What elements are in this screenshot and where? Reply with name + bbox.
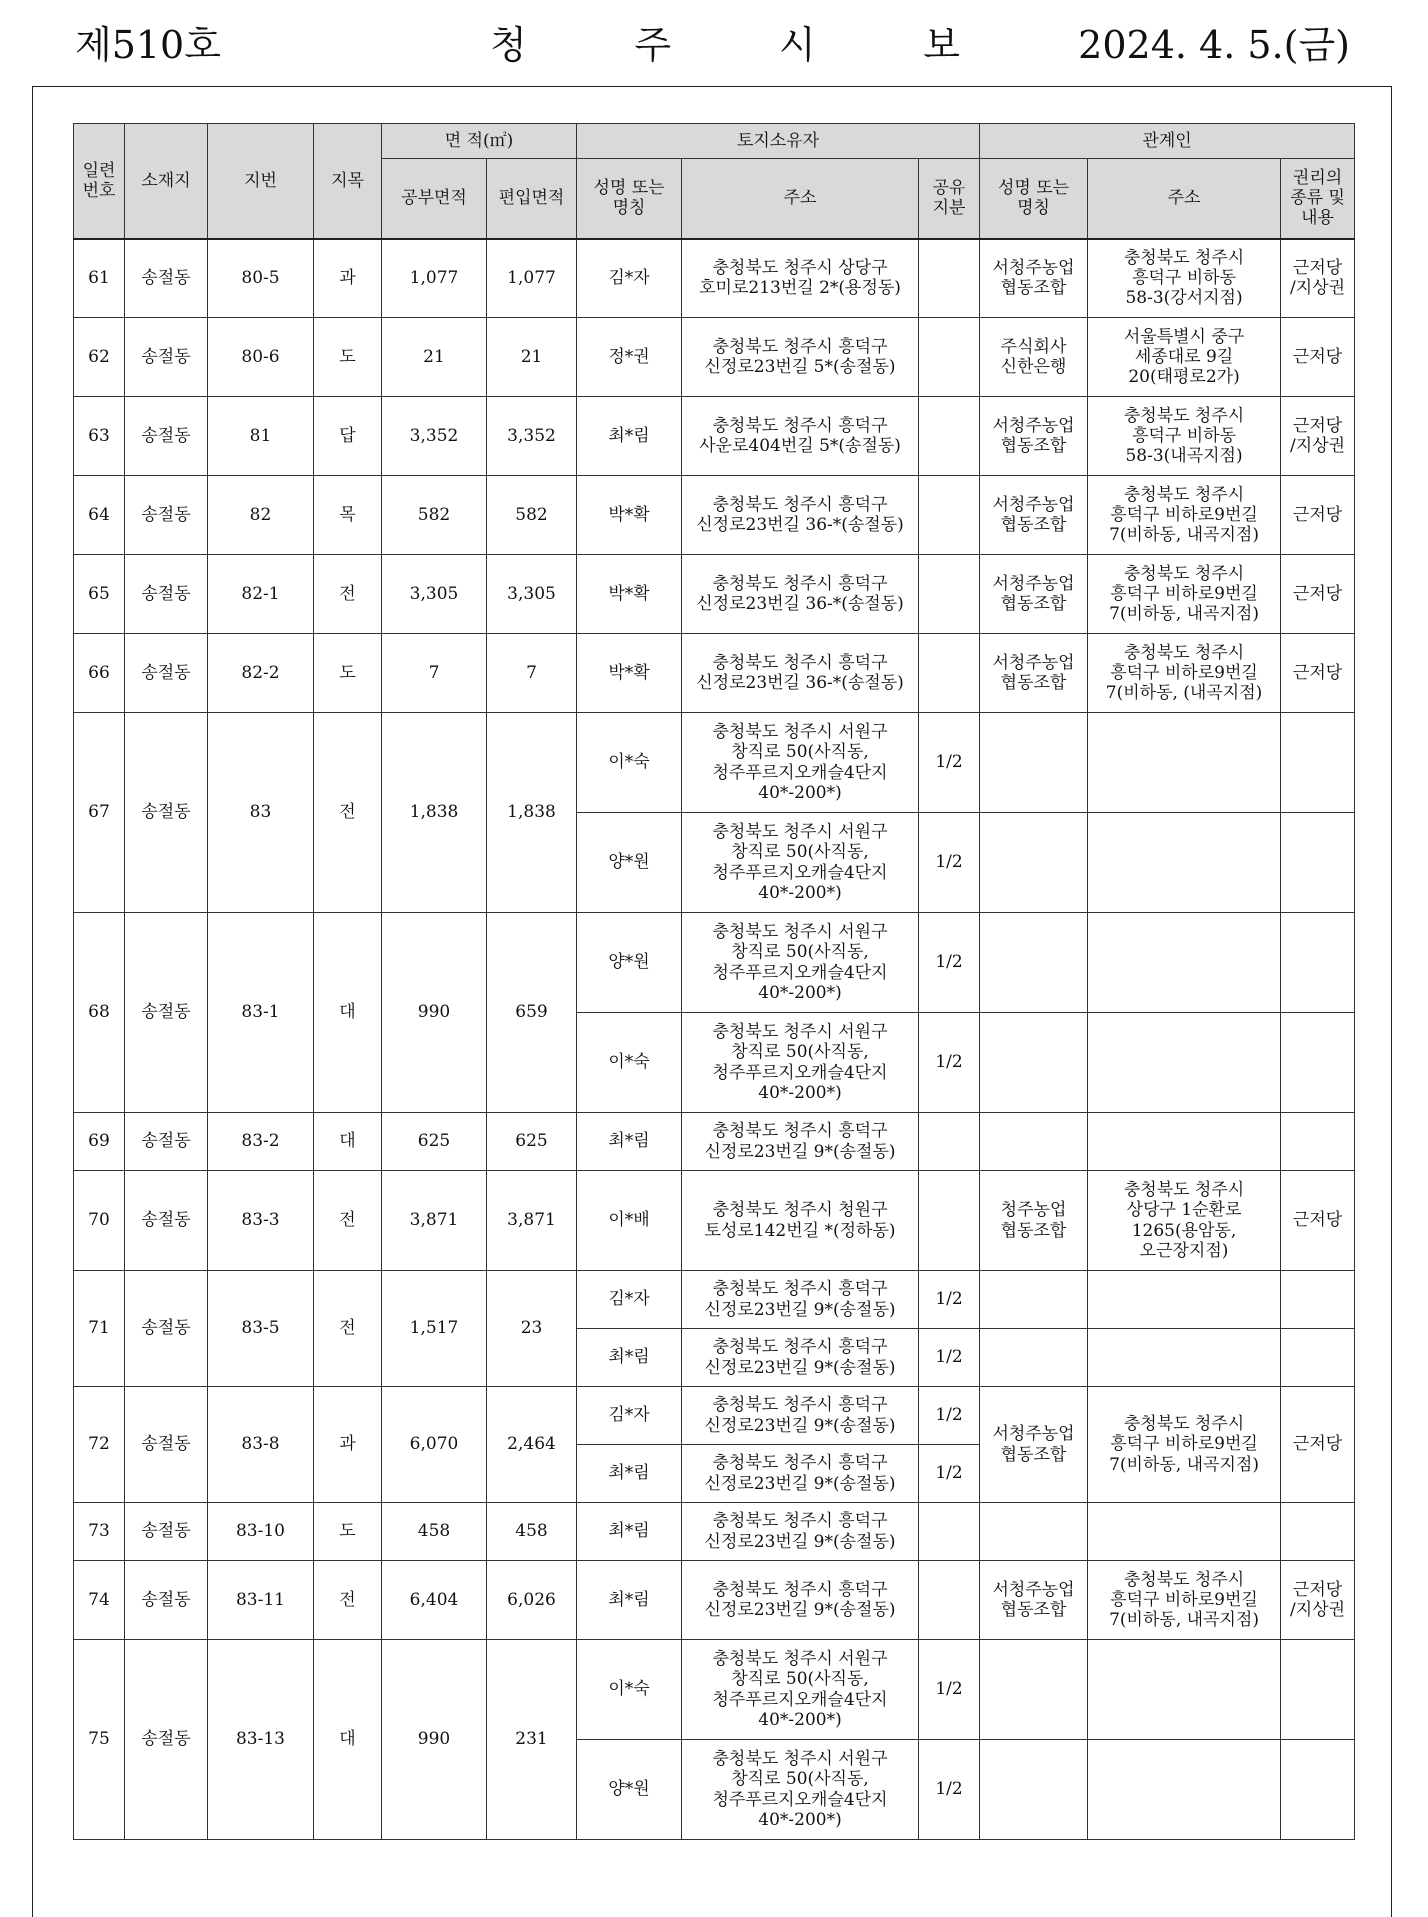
- serial-cell: 71: [74, 1271, 125, 1387]
- land-type-cell: 목: [314, 476, 382, 555]
- owner-share-cell: 1/2: [919, 1387, 980, 1445]
- related-rights-cell: [1281, 713, 1355, 813]
- header-related-party-group: 관계인: [980, 124, 1355, 159]
- related-address-cell: 충청북도 청주시 흥덕구 비하로9번길 7(비하동, 내곡지점): [1088, 1561, 1281, 1640]
- lot-cell: 82: [208, 476, 314, 555]
- related-name-cell: 서청주농업 협동조합: [980, 476, 1088, 555]
- lot-cell: 83-3: [208, 1171, 314, 1271]
- table-row: [74, 1503, 1355, 1561]
- owner-name-cell: 이*숙: [577, 1640, 682, 1740]
- serial-cell: 68: [74, 913, 125, 1113]
- related-name-cell: 서청주농업 협동조합: [980, 239, 1088, 318]
- table-row: [74, 913, 1355, 1013]
- owner-share-cell: 1/2: [919, 713, 980, 813]
- owner-share-cell: 1/2: [919, 913, 980, 1013]
- area-official-cell: 1,077: [382, 239, 487, 318]
- table-row: [74, 476, 1355, 555]
- related-rights-cell: 근저당: [1281, 476, 1355, 555]
- owner-share-cell: [919, 634, 980, 713]
- lot-cell: 83-10: [208, 1503, 314, 1561]
- serial-cell: 65: [74, 555, 125, 634]
- owner-address-cell: 충청북도 청주시 흥덕구 신정로23번길 9*(송절동): [682, 1445, 919, 1503]
- related-address-cell: 충청북도 청주시 흥덕구 비하로9번길 7(비하동, 내곡지점): [1088, 476, 1281, 555]
- owner-share-cell: [919, 397, 980, 476]
- owner-name-cell: 이*배: [577, 1171, 682, 1271]
- area-incorporated-cell: 3,352: [487, 397, 577, 476]
- area-incorporated-cell: 23: [487, 1271, 577, 1387]
- lot-cell: 83: [208, 713, 314, 913]
- area-official-cell: 458: [382, 1503, 487, 1561]
- land-type-cell: 대: [314, 913, 382, 1113]
- owner-address-cell: 충청북도 청주시 흥덕구 신정로23번길 9*(송절동): [682, 1387, 919, 1445]
- owner-address-cell: 충청북도 청주시 흥덕구 신정로23번길 9*(송절동): [682, 1271, 919, 1329]
- owner-name-cell: 양*원: [577, 913, 682, 1013]
- related-address-cell: 충청북도 청주시 흥덕구 비하로9번길 7(비하동, 내곡지점): [1088, 1387, 1281, 1503]
- table-row: [74, 1271, 1355, 1329]
- related-rights-cell: 근저당: [1281, 318, 1355, 397]
- issue-date: 2024. 4. 5.(금): [1078, 23, 1350, 67]
- table-header: [74, 124, 1355, 239]
- header-area-incorporated: 편입면적: [487, 159, 577, 239]
- area-official-cell: 990: [382, 1640, 487, 1840]
- area-incorporated-cell: 7: [487, 634, 577, 713]
- owner-name-cell: 박*확: [577, 634, 682, 713]
- owner-share-cell: [919, 1113, 980, 1171]
- area-incorporated-cell: 6,026: [487, 1561, 577, 1640]
- serial-cell: 72: [74, 1387, 125, 1503]
- area-official-cell: 3,305: [382, 555, 487, 634]
- area-incorporated-cell: 625: [487, 1113, 577, 1171]
- related-address-cell: [1088, 1503, 1281, 1561]
- header-owner-share: 공유 지분: [919, 159, 980, 239]
- owner-name-cell: 김*자: [577, 1387, 682, 1445]
- related-rights-cell: 근저당: [1281, 1171, 1355, 1271]
- issue-number: 제510호: [75, 23, 221, 67]
- gazette-title-char: 보: [923, 23, 960, 67]
- related-rights-cell: [1281, 813, 1355, 913]
- lot-cell: 83-1: [208, 913, 314, 1113]
- related-address-cell: [1088, 1013, 1281, 1113]
- land-type-cell: 도: [314, 318, 382, 397]
- header-area-official: 공부면적: [382, 159, 487, 239]
- related-name-cell: 서청주농업 협동조합: [980, 1561, 1088, 1640]
- owner-share-cell: 1/2: [919, 813, 980, 913]
- owner-address-cell: 충청북도 청주시 흥덕구 신정로23번길 36-*(송절동): [682, 555, 919, 634]
- land-type-cell: 도: [314, 1503, 382, 1561]
- location-cell: 송절동: [125, 239, 208, 318]
- header-related-name: 성명 또는 명칭: [980, 159, 1088, 239]
- related-address-cell: [1088, 1329, 1281, 1387]
- related-address-cell: 서울특별시 중구 세종대로 9길 20(태평로2가): [1088, 318, 1281, 397]
- table-row: [74, 239, 1355, 318]
- related-rights-cell: 근저당 /지상권: [1281, 397, 1355, 476]
- location-cell: 송절동: [125, 1503, 208, 1561]
- serial-cell: 61: [74, 239, 125, 318]
- table-row: [74, 1640, 1355, 1740]
- area-incorporated-cell: 1,838: [487, 713, 577, 913]
- related-name-cell: [980, 1740, 1088, 1840]
- related-name-cell: [980, 913, 1088, 1013]
- owner-share-cell: 1/2: [919, 1740, 980, 1840]
- table-row: [74, 1387, 1355, 1445]
- table-body: [74, 239, 1355, 1840]
- owner-share-cell: [919, 1503, 980, 1561]
- related-rights-cell: [1281, 1640, 1355, 1740]
- area-official-cell: 6,404: [382, 1561, 487, 1640]
- owner-name-cell: 김*자: [577, 1271, 682, 1329]
- lot-cell: 83-11: [208, 1561, 314, 1640]
- owner-name-cell: 최*림: [577, 1503, 682, 1561]
- header-related-address: 주소: [1088, 159, 1281, 239]
- area-incorporated-cell: 2,464: [487, 1387, 577, 1503]
- related-name-cell: 서청주농업 협동조합: [980, 1387, 1088, 1503]
- location-cell: 송절동: [125, 1561, 208, 1640]
- lot-cell: 82-2: [208, 634, 314, 713]
- related-rights-cell: [1281, 913, 1355, 1013]
- owner-address-cell: 충청북도 청주시 흥덕구 신정로23번길 9*(송절동): [682, 1503, 919, 1561]
- owner-name-cell: 이*숙: [577, 713, 682, 813]
- lot-cell: 82-1: [208, 555, 314, 634]
- location-cell: 송절동: [125, 913, 208, 1113]
- area-official-cell: 7: [382, 634, 487, 713]
- location-cell: 송절동: [125, 1387, 208, 1503]
- lot-cell: 83-2: [208, 1113, 314, 1171]
- related-rights-cell: [1281, 1013, 1355, 1113]
- table-row: [74, 713, 1355, 813]
- land-type-cell: 과: [314, 1387, 382, 1503]
- related-rights-cell: 근저당 /지상권: [1281, 1561, 1355, 1640]
- serial-cell: 64: [74, 476, 125, 555]
- owner-share-cell: 1/2: [919, 1445, 980, 1503]
- area-incorporated-cell: 1,077: [487, 239, 577, 318]
- owner-address-cell: 충청북도 청주시 청원구 토성로142번길 *(정하동): [682, 1171, 919, 1271]
- table-row: [74, 634, 1355, 713]
- header-land-type: 지목: [314, 124, 382, 239]
- header-related-rights: 권리의 종류 및 내용: [1281, 159, 1355, 239]
- owner-address-cell: 충청북도 청주시 흥덕구 신정로23번길 5*(송절동): [682, 318, 919, 397]
- owner-name-cell: 양*원: [577, 1740, 682, 1840]
- header-owner-name: 성명 또는 명칭: [577, 159, 682, 239]
- serial-cell: 74: [74, 1561, 125, 1640]
- related-rights-cell: 근저당: [1281, 634, 1355, 713]
- area-incorporated-cell: 659: [487, 913, 577, 1113]
- owner-share-cell: 1/2: [919, 1640, 980, 1740]
- table-row: [74, 397, 1355, 476]
- location-cell: 송절동: [125, 1271, 208, 1387]
- owner-name-cell: 최*림: [577, 1113, 682, 1171]
- area-official-cell: 1,517: [382, 1271, 487, 1387]
- table-row: [74, 318, 1355, 397]
- lot-cell: 80-5: [208, 239, 314, 318]
- related-name-cell: 서청주농업 협동조합: [980, 555, 1088, 634]
- serial-cell: 67: [74, 713, 125, 913]
- owner-name-cell: 김*자: [577, 239, 682, 318]
- related-name-cell: [980, 813, 1088, 913]
- related-rights-cell: [1281, 1740, 1355, 1840]
- land-type-cell: 전: [314, 1171, 382, 1271]
- lot-cell: 83-13: [208, 1640, 314, 1840]
- area-incorporated-cell: 231: [487, 1640, 577, 1840]
- owner-address-cell: 충청북도 청주시 흥덕구 신정로23번길 36-*(송절동): [682, 476, 919, 555]
- location-cell: 송절동: [125, 634, 208, 713]
- owner-name-cell: 박*확: [577, 476, 682, 555]
- related-name-cell: [980, 1503, 1088, 1561]
- related-address-cell: 충청북도 청주시 흥덕구 비하동 58-3(내곡지점): [1088, 397, 1281, 476]
- owner-address-cell: 충청북도 청주시 흥덕구 신정로23번길 9*(송절동): [682, 1329, 919, 1387]
- related-name-cell: [980, 1013, 1088, 1113]
- related-name-cell: [980, 713, 1088, 813]
- related-name-cell: [980, 1640, 1088, 1740]
- owner-address-cell: 충청북도 청주시 서원구 창직로 50(사직동, 청주푸르지오캐슬4단지 40*-200*): [682, 713, 919, 813]
- location-cell: 송절동: [125, 1640, 208, 1840]
- owner-name-cell: 최*림: [577, 1445, 682, 1503]
- land-type-cell: 전: [314, 555, 382, 634]
- location-cell: 송절동: [125, 1171, 208, 1271]
- owner-address-cell: 충청북도 청주시 서원구 창직로 50(사직동, 청주푸르지오캐슬4단지 40*-200*): [682, 1740, 919, 1840]
- owner-share-cell: [919, 318, 980, 397]
- related-rights-cell: 근저당: [1281, 555, 1355, 634]
- header-serial: 일련 번호: [74, 124, 125, 239]
- related-rights-cell: 근저당 /지상권: [1281, 239, 1355, 318]
- owner-share-cell: [919, 1171, 980, 1271]
- related-name-cell: 청주농업 협동조합: [980, 1171, 1088, 1271]
- land-type-cell: 전: [314, 1271, 382, 1387]
- owner-address-cell: 충청북도 청주시 서원구 창직로 50(사직동, 청주푸르지오캐슬4단지 40*-200*): [682, 1013, 919, 1113]
- land-type-cell: 도: [314, 634, 382, 713]
- gazette-title: [490, 22, 960, 68]
- land-type-cell: 대: [314, 1113, 382, 1171]
- table-row: [74, 1113, 1355, 1171]
- owner-share-cell: [919, 239, 980, 318]
- area-official-cell: 625: [382, 1113, 487, 1171]
- land-register-table: [73, 123, 1355, 1840]
- serial-cell: 73: [74, 1503, 125, 1561]
- area-official-cell: 21: [382, 318, 487, 397]
- gazette-title-char: 청: [490, 23, 527, 67]
- table-row: [74, 1171, 1355, 1271]
- owner-share-cell: [919, 476, 980, 555]
- owner-address-cell: 충청북도 청주시 상당구 호미로213번길 2*(용정동): [682, 239, 919, 318]
- owner-name-cell: 최*림: [577, 1329, 682, 1387]
- related-rights-cell: [1281, 1503, 1355, 1561]
- related-rights-cell: [1281, 1271, 1355, 1329]
- related-address-cell: 충청북도 청주시 흥덕구 비하로9번길 7(비하동, (내곡지점): [1088, 634, 1281, 713]
- related-name-cell: [980, 1329, 1088, 1387]
- area-official-cell: 6,070: [382, 1387, 487, 1503]
- header-owner-group: 토지소유자: [577, 124, 980, 159]
- owner-name-cell: 박*확: [577, 555, 682, 634]
- owner-address-cell: 충청북도 청주시 흥덕구 신정로23번길 9*(송절동): [682, 1561, 919, 1640]
- serial-cell: 75: [74, 1640, 125, 1840]
- lot-cell: 83-8: [208, 1387, 314, 1503]
- serial-cell: 70: [74, 1171, 125, 1271]
- owner-name-cell: 이*숙: [577, 1013, 682, 1113]
- owner-name-cell: 정*권: [577, 318, 682, 397]
- table-row: [74, 1561, 1355, 1640]
- owner-address-cell: 충청북도 청주시 흥덕구 신정로23번길 9*(송절동): [682, 1113, 919, 1171]
- area-official-cell: 990: [382, 913, 487, 1113]
- gazette-title-char: 시: [778, 23, 816, 67]
- header-owner-address: 주소: [682, 159, 919, 239]
- serial-cell: 69: [74, 1113, 125, 1171]
- owner-name-cell: 최*림: [577, 1561, 682, 1640]
- location-cell: 송절동: [125, 713, 208, 913]
- related-rights-cell: [1281, 1113, 1355, 1171]
- related-address-cell: 충청북도 청주시 흥덕구 비하로9번길 7(비하동, 내곡지점): [1088, 555, 1281, 634]
- serial-cell: 62: [74, 318, 125, 397]
- area-incorporated-cell: 3,305: [487, 555, 577, 634]
- related-address-cell: [1088, 1271, 1281, 1329]
- header-lot: 지번: [208, 124, 314, 239]
- area-incorporated-cell: 582: [487, 476, 577, 555]
- owner-share-cell: 1/2: [919, 1271, 980, 1329]
- area-incorporated-cell: 458: [487, 1503, 577, 1561]
- table-row: [74, 555, 1355, 634]
- location-cell: 송절동: [125, 1113, 208, 1171]
- header-location: 소재지: [125, 124, 208, 239]
- related-rights-cell: 근저당: [1281, 1387, 1355, 1503]
- owner-share-cell: [919, 1561, 980, 1640]
- area-official-cell: 3,352: [382, 397, 487, 476]
- owner-address-cell: 충청북도 청주시 서원구 창직로 50(사직동, 청주푸르지오캐슬4단지 40*-200*): [682, 1640, 919, 1740]
- owner-name-cell: 양*원: [577, 813, 682, 913]
- area-incorporated-cell: 21: [487, 318, 577, 397]
- lot-cell: 81: [208, 397, 314, 476]
- land-type-cell: 과: [314, 239, 382, 318]
- area-official-cell: 3,871: [382, 1171, 487, 1271]
- area-incorporated-cell: 3,871: [487, 1171, 577, 1271]
- owner-address-cell: 충청북도 청주시 흥덕구 사운로404번길 5*(송절동): [682, 397, 919, 476]
- area-official-cell: 1,838: [382, 713, 487, 913]
- related-address-cell: [1088, 713, 1281, 813]
- location-cell: 송절동: [125, 318, 208, 397]
- owner-name-cell: 최*림: [577, 397, 682, 476]
- related-address-cell: 충청북도 청주시 상당구 1순환로 1265(용암동, 오근장지점): [1088, 1171, 1281, 1271]
- land-type-cell: 대: [314, 1640, 382, 1840]
- related-rights-cell: [1281, 1329, 1355, 1387]
- owner-share-cell: 1/2: [919, 1013, 980, 1113]
- land-type-cell: 전: [314, 1561, 382, 1640]
- lot-cell: 80-6: [208, 318, 314, 397]
- related-address-cell: [1088, 813, 1281, 913]
- related-name-cell: 서청주농업 협동조합: [980, 397, 1088, 476]
- owner-share-cell: 1/2: [919, 1329, 980, 1387]
- related-name-cell: [980, 1271, 1088, 1329]
- owner-address-cell: 충청북도 청주시 흥덕구 신정로23번길 36-*(송절동): [682, 634, 919, 713]
- lot-cell: 83-5: [208, 1271, 314, 1387]
- serial-cell: 66: [74, 634, 125, 713]
- related-address-cell: [1088, 1640, 1281, 1740]
- owner-address-cell: 충청북도 청주시 서원구 창직로 50(사직동, 청주푸르지오캐슬4단지 40*-200*): [682, 813, 919, 913]
- owner-address-cell: 충청북도 청주시 서원구 창직로 50(사직동, 청주푸르지오캐슬4단지 40*-200*): [682, 913, 919, 1013]
- related-name-cell: [980, 1113, 1088, 1171]
- related-name-cell: 주식회사 신한은행: [980, 318, 1088, 397]
- related-name-cell: 서청주농업 협동조합: [980, 634, 1088, 713]
- related-address-cell: [1088, 913, 1281, 1013]
- location-cell: 송절동: [125, 397, 208, 476]
- related-address-cell: [1088, 1113, 1281, 1171]
- header-area-group: 면 적(㎡): [382, 124, 577, 159]
- gazette-title-char: 주: [634, 23, 672, 67]
- location-cell: 송절동: [125, 555, 208, 634]
- land-type-cell: 전: [314, 713, 382, 913]
- related-address-cell: [1088, 1740, 1281, 1840]
- owner-share-cell: [919, 555, 980, 634]
- related-address-cell: 충청북도 청주시 흥덕구 비하동 58-3(강서지점): [1088, 239, 1281, 318]
- serial-cell: 63: [74, 397, 125, 476]
- land-type-cell: 답: [314, 397, 382, 476]
- location-cell: 송절동: [125, 476, 208, 555]
- area-official-cell: 582: [382, 476, 487, 555]
